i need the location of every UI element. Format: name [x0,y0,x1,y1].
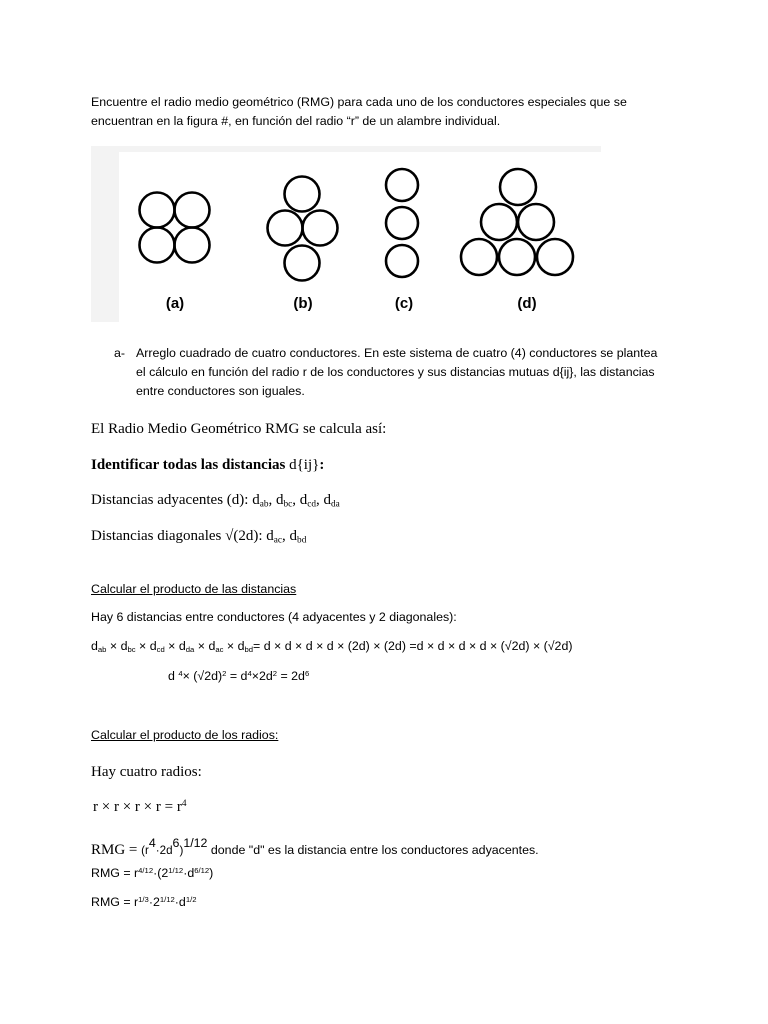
eq-part: ·(2 [153,866,169,880]
distance-sub-ab: ab [259,499,269,510]
separator: , [282,528,290,544]
figure-label-d: (d) [517,295,537,312]
conductor-circle [461,239,497,275]
distance-sub-cd: cd [307,499,317,510]
conductor-circle [499,239,535,275]
diagonal-distances-line [91,527,306,546]
eq-part: = 2d [277,669,305,683]
eq-part: ·d [174,895,186,909]
distance-sub-da: da [331,499,340,510]
distance-sub-da: da [185,644,195,654]
list-marker: a- [114,346,126,360]
exponent: 1/3 [138,894,149,904]
conductor-figure [91,146,601,322]
conductor-circle [500,169,536,205]
times-sign: × [223,639,238,653]
intro-paragraph [91,93,677,131]
product-radii-heading: Calcular el producto de los radios: [91,728,279,742]
times-sign: × [135,639,150,653]
rmg-formula-line-1 [91,834,539,860]
distance-symbol: d [208,639,216,653]
exponent: 4 [247,668,252,678]
conductor-circle [140,193,175,228]
distances-count-line: Hay 6 distancias entre conductores (4 adyacentes y 2 diagonales): [91,610,457,624]
distance-symbol: d [237,639,245,653]
eq-part: ·2d [155,843,173,857]
arrangement-a [140,193,210,263]
exponent: 4 [181,798,187,809]
eq-part: = d [226,669,248,683]
distance-sub-ac: ac [215,644,224,654]
radii-count-line: Hay cuatro radios: [91,764,202,780]
exponent: 2 [272,668,278,678]
distance-sub-cd: cd [156,644,165,654]
figure-canvas [119,152,601,322]
conductor-circle [303,211,338,246]
distance-symbol: d [178,639,186,653]
distance-sub-ac: ac [273,535,283,546]
conductor-circle [285,177,320,212]
conductor-arrangements-svg [119,152,601,322]
conductor-circle [175,193,210,228]
distances-product-equation [91,637,572,656]
eq-part: × (√2d) [182,669,223,683]
exponent: 4/12 [138,865,154,875]
distance-symbol: d [275,492,284,508]
eq-part: ·2 [148,895,160,909]
arrangement-b [268,177,338,281]
distance-symbol: d [149,639,157,653]
times-sign: × [164,639,179,653]
distance-symbol: d [252,492,260,508]
list-item-line-2: el cálculo en función del radio r de los conductores y sus distancias mutuas d{ij}, las distancias [136,365,655,379]
list-item-body [136,344,678,401]
distance-sub-bd: bd [297,535,307,546]
conductor-circle [175,228,210,263]
exponent: 1/12 [183,836,208,850]
conductor-circle [285,246,320,281]
rmg-intro-text: El Radio Medio Geométrico RMG se calcula así: [91,421,387,437]
exponent: 1/2 [185,894,197,904]
conductor-circle [386,207,418,239]
intro-line-2: encuentran en la figura #, en función del radio “r” de un alambre individual. [91,114,501,128]
eq-part: RMG = r [91,895,139,909]
distance-sub-bd: bd [244,644,254,654]
distance-symbol: d [323,492,332,508]
rmg-description: donde "d" es la distancia entre los conductores adyacentes. [207,842,539,857]
adjacent-distances-line [91,491,340,510]
product-distances-heading: Calcular el producto de las distancias [91,582,297,596]
eq-part: d [168,669,179,683]
conductor-circle [140,228,175,263]
eq-part: ) [179,843,184,857]
identify-distances-line [91,456,324,475]
distance-symbol: d [289,528,298,544]
rmg-formula-line-3 [91,893,197,912]
distances-product-simplified [168,667,309,686]
figure-label-b: (b) [293,295,313,312]
separator: , [292,492,300,508]
exponent: 2 [222,668,227,678]
figure-label-a: (a) [165,295,185,312]
arrangement-d [461,169,573,275]
conductor-circle [386,169,418,201]
figure-label-c: (c) [394,295,414,312]
diagonal-prefix: Distancias diagonales √(2d): [91,528,267,544]
eq-part: r × r × r × r = r [93,799,182,815]
exponent: 1/12 [159,894,175,904]
separator: , [316,492,324,508]
distance-symbol: d [266,528,274,544]
identify-dij: d{ij} [285,457,320,473]
identify-bold-text: Identificar todas las distancias [91,457,286,473]
identify-colon: : [319,457,325,473]
separator: , [268,492,276,508]
conductor-circle [537,239,573,275]
list-item-a [114,344,678,401]
rmg-formula-line-2 [91,864,213,883]
adjacent-prefix: Distancias adyacentes (d): [91,492,253,508]
exponent: 4 [148,836,156,850]
arrangement-c [386,169,418,277]
distance-symbol: d [120,639,128,653]
exponent: 6 [172,836,180,850]
rmg-label: RMG = [91,841,142,858]
conductor-circle [268,211,303,246]
list-item-line-1: Arreglo cuadrado de cuatro conductores. En este sistema de cuatro (4) conductores se plantea [136,346,658,360]
radii-product-equation [93,798,186,817]
exponent: 1/12 [168,865,184,875]
conductor-circle [518,204,554,240]
exponent: 6/12 [194,865,210,875]
times-sign: × [194,639,209,653]
distance-symbol: d [91,639,98,653]
eq-part: ×2d [251,669,273,683]
distance-sub-bc: bc [127,644,136,654]
distance-symbol: d [299,492,308,508]
conductor-circle [481,204,517,240]
intro-line-1: Encuentre el radio medio geométrico (RMG) para cada uno de los conductores especiales que se [91,95,627,109]
eq-part: RMG = r [91,866,139,880]
exponent: 4 [178,668,183,678]
distance-sub-bc: bc [283,499,293,510]
eq-part: ·d [183,866,195,880]
eq-part: ) [209,866,214,880]
list-item-line-3: entre conductores son iguales. [136,384,305,398]
exponent: 6 [304,668,310,678]
equation-expansion: = d × d × d × d × (2d) × (2d) =d × d × d × d × (√2d) × (√2d) [253,639,573,653]
eq-part: (r [141,843,149,857]
conductor-circle [386,245,418,277]
distance-sub-ab: ab [97,644,107,654]
times-sign: × [106,639,121,653]
